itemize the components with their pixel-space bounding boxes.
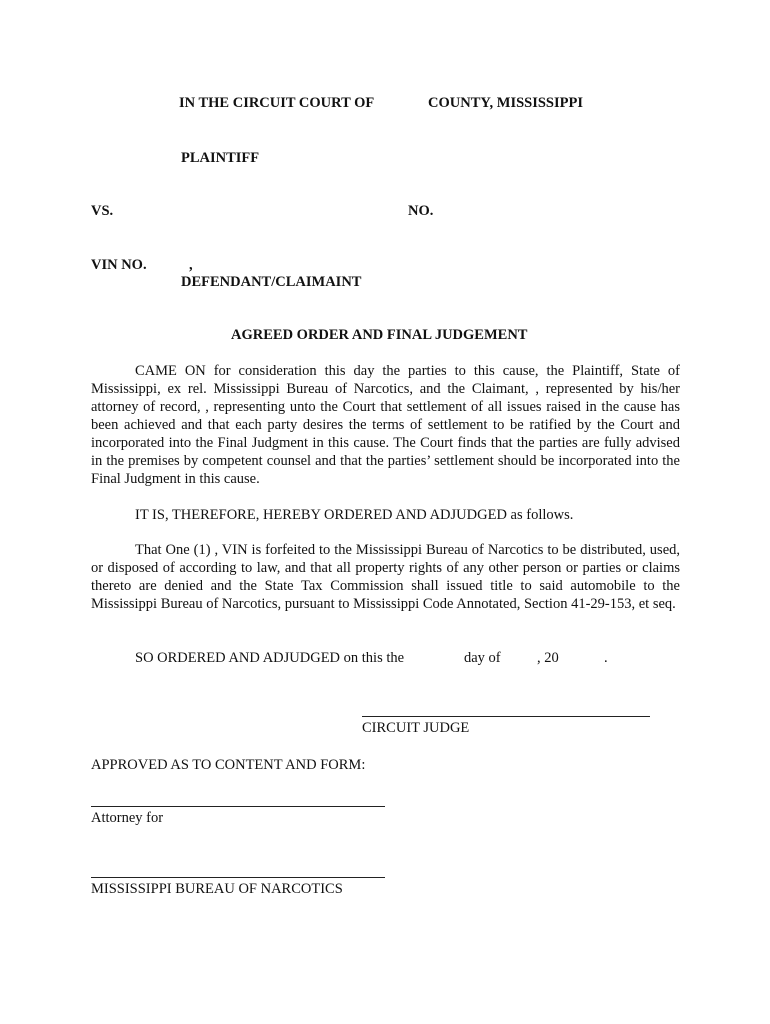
judge-signature-line — [362, 716, 650, 717]
attorney-signature-line — [91, 806, 385, 807]
approved-heading: APPROVED AS TO CONTENT AND FORM: — [91, 757, 366, 773]
defendant-label: DEFENDANT/CLAIMAINT — [181, 274, 362, 290]
county-heading: COUNTY, MISSISSIPPI — [428, 95, 583, 111]
case-number-label: NO. — [408, 203, 434, 219]
recital-paragraph: CAME ON for consideration this day the parties to this cause, the Plaintiff, State of Mississippi, ex rel. Mississippi Bureau of Narcotics, and the Claimant, , represented by his/her attorney of record, , representing unto the Court that settlement of all issues raised in the cause has been achieved and that each party desires the terms of settlement to be ratified by the Court and incorporated into the Final Judgment in this cause. The Court finds that the parties are fully advised in the premises by competent counsel and that the parties’ settlement should be incorporated into the Final Judgment in this cause. — [91, 363, 680, 487]
vin-comma: , — [189, 257, 193, 273]
document-title: AGREED ORDER AND FINAL JUDGEMENT — [231, 327, 528, 343]
ordered-statement: IT IS, THEREFORE, HEREBY ORDERED AND ADJUDGED as follows. — [135, 507, 574, 523]
forfeiture-paragraph: That One (1) , VIN is forfeited to the Mississippi Bureau of Narcotics to be distributed, used, or disposed of according to law, and that all property rights of any other person or parties or claims thereto are denied and the State Tax Commission shall issued title to said automobile to the Mississippi Bureau of Narcotics, pursuant to Mississippi Code Annotated, Section 41-29-153, et seq. — [91, 542, 680, 612]
year-prefix-text: , 20 — [537, 650, 559, 666]
so-ordered-text: SO ORDERED AND ADJUDGED on this the — [135, 650, 405, 666]
bureau-signature-line — [91, 877, 385, 878]
bureau-label: MISSISSIPPI BUREAU OF NARCOTICS — [91, 881, 343, 897]
date-period: . — [604, 650, 608, 666]
plaintiff-label: PLAINTIFF — [181, 150, 260, 166]
court-heading: IN THE CIRCUIT COURT OF — [179, 95, 375, 111]
vin-label: VIN NO. — [91, 257, 147, 273]
judge-label: CIRCUIT JUDGE — [362, 720, 470, 736]
attorney-label: Attorney for — [91, 810, 164, 826]
vs-label: VS. — [91, 203, 114, 219]
day-of-text: day of — [464, 650, 501, 666]
